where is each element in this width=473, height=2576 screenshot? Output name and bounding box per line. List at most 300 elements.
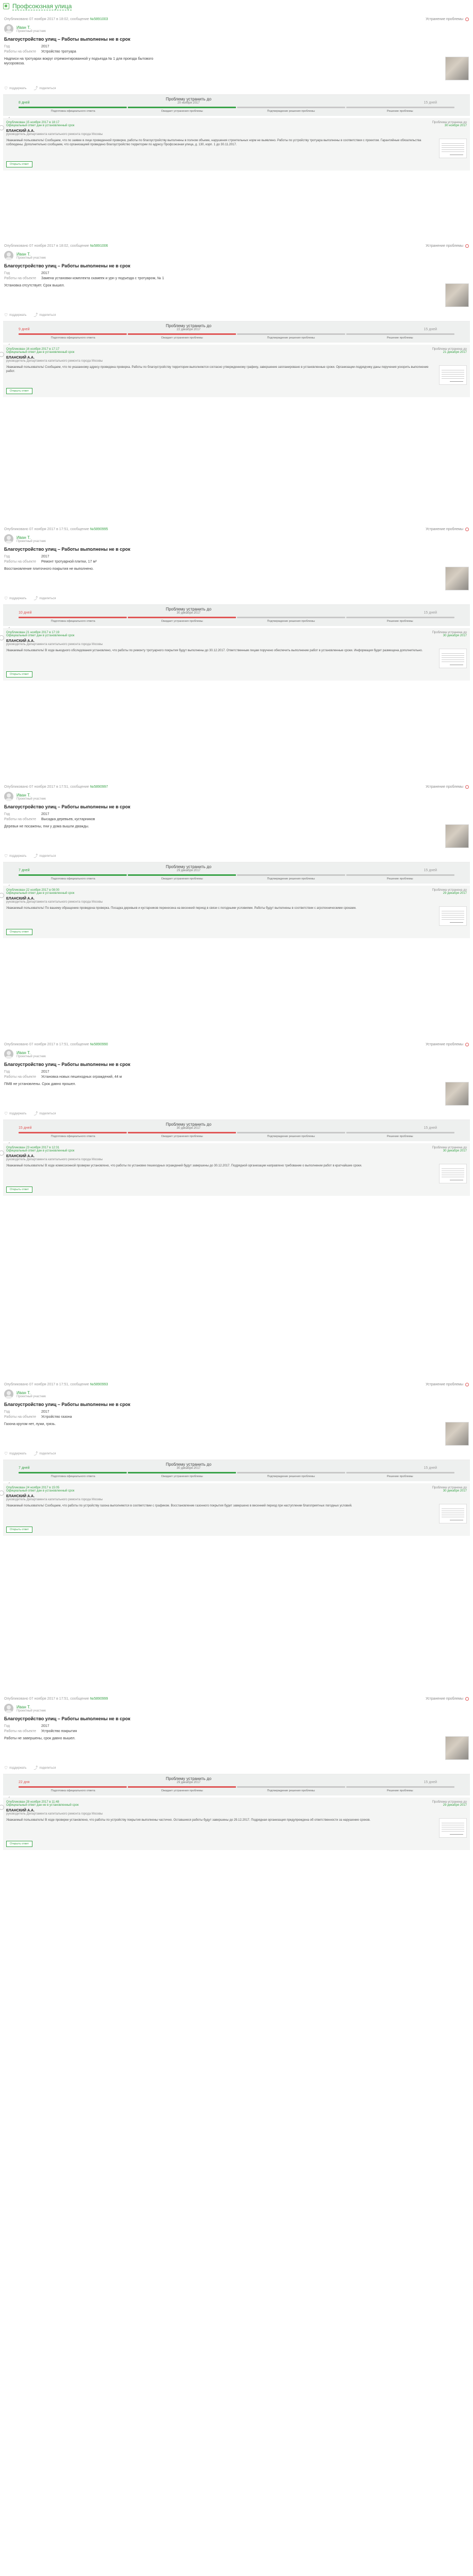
official-answer — [3, 345, 470, 397]
avatar — [4, 1389, 13, 1399]
timeline-step: Решение проблемы — [386, 620, 413, 623]
issue-fields — [3, 1409, 470, 1420]
status-timeline — [3, 862, 470, 884]
issue-status-text: Устранение проблемы — [426, 244, 463, 248]
answer-org — [6, 897, 467, 904]
answer-deadline — [432, 348, 467, 354]
issue-photo[interactable] — [445, 283, 469, 307]
official-answer — [3, 886, 470, 938]
timeline-bar — [19, 1472, 454, 1473]
issue-item — [0, 1041, 473, 1198]
issue-date — [4, 244, 108, 248]
answer-date: Опубликован 28 ноября 2017 в 11:48 — [6, 1801, 59, 1804]
timeline-segment — [346, 1472, 454, 1473]
answer-text: Уважаемый пользователь! В ходе выездного обследования установлено, что работы по ремонту тротуарного покрытия будут выполнены до 30.12.2017. Ответственным лицам поручено обеспечить выполнение работ в установленные сроки. Информация будет размещена дополнительно. — [6, 649, 423, 652]
answer-org — [6, 129, 467, 136]
status-icon — [465, 1043, 469, 1046]
timeline-segment — [128, 333, 236, 335]
issue-title: Благоустройство улиц – Работы выполнены не в срок — [4, 547, 130, 552]
share-label: поделиться — [39, 1112, 56, 1115]
issue-item — [0, 526, 473, 683]
support-button[interactable] — [4, 1451, 26, 1456]
issue-actions — [3, 850, 470, 862]
timeline-segment — [237, 1472, 345, 1473]
share-button[interactable] — [33, 312, 56, 318]
issue-status — [426, 1383, 469, 1386]
days-right: 15 дней — [424, 1466, 437, 1470]
author-block — [3, 1048, 470, 1060]
issue-message-link[interactable]: №5890999 — [90, 1697, 108, 1701]
timeline-steps — [19, 1789, 454, 1792]
answer-org-name: ЕЛАНСКИЙ А.А. — [6, 1809, 35, 1812]
answer-status: Официальный ответ дан в установленный срок — [6, 124, 75, 127]
timeline-step: Подтверждение решения проблемы — [267, 1135, 315, 1138]
timeline-step: Решение проблемы — [386, 1789, 413, 1792]
answer-body — [6, 139, 467, 158]
pin-icon — [0, 893, 4, 898]
issue-description: Надписи на тротуарах вокруг отремонтированной у подъезда № 1 для проезда бытового мусоровоза. — [4, 57, 154, 66]
timeline-deadline — [137, 607, 240, 615]
timeline-segment — [19, 107, 127, 108]
support-button[interactable] — [4, 1111, 26, 1116]
issue-item — [0, 15, 473, 173]
issue-actions — [3, 1108, 470, 1120]
year-value: 2017 — [41, 555, 49, 558]
author-info — [16, 1705, 46, 1713]
answer-org-text — [6, 129, 103, 136]
author-info — [16, 535, 46, 543]
deadline-label: Проблему устранить до — [165, 1122, 212, 1127]
deadline-date: 20 ноября 2017 — [177, 101, 200, 105]
answer-header — [6, 1486, 467, 1493]
issue-fields — [3, 270, 470, 281]
timeline-bar — [19, 107, 454, 108]
answer-deadline — [432, 889, 467, 895]
timeline-step: Ожидает устранения проблемы — [161, 110, 203, 113]
answer-status: Официальный ответ дан в установленный срок — [6, 892, 75, 895]
author-name[interactable]: Иван Т. — [16, 1050, 31, 1055]
issue-date-text: Опубликовано 07 ноября 2017 в 17:51, сообщение — [4, 1697, 90, 1701]
avatar — [4, 1704, 13, 1713]
photo-row — [3, 1734, 470, 1762]
year-value: 2017 — [41, 1724, 49, 1728]
timeline-deadline — [137, 1462, 240, 1470]
issue-item — [0, 783, 473, 940]
status-timeline — [3, 1774, 470, 1795]
answer-deadline-date: 29 декабря 2017 — [443, 1804, 467, 1807]
issue-photo[interactable] — [445, 824, 469, 848]
open-answer-button[interactable]: Открыть ответ — [6, 388, 32, 394]
days-count: 7 дней — [19, 1466, 30, 1470]
days-right: 15 дней — [424, 1126, 437, 1130]
avatar — [4, 534, 13, 544]
status-icon — [465, 785, 469, 789]
author-block — [3, 1388, 470, 1400]
open-answer-button[interactable]: Открыть ответ — [6, 1187, 32, 1193]
answer-date: Опубликован 16 ноября 2017 в 17:17 — [6, 348, 60, 351]
answer-org — [6, 1155, 467, 1161]
share-label: поделиться — [39, 597, 56, 600]
author-info — [16, 25, 46, 33]
answer-text: Уважаемый пользователь! Сообщаем, что по указанному адресу проведена проверка. Работы по благоустройству территории выполняются согласно утвержденному графику, завершение запланировано в установленные сроки. Организации-подрядчику даны поручения ускорить выполнение работ. — [6, 366, 429, 374]
answer-date-block — [6, 1801, 79, 1807]
timeline-segment — [237, 1132, 345, 1133]
year-value: 2017 — [41, 812, 49, 816]
works-label: Работы на объекте — [4, 1730, 37, 1733]
issue-title: Благоустройство улиц – Работы выполнены не в срок — [4, 263, 130, 268]
timeline-segment — [128, 1786, 236, 1788]
document-thumbnail[interactable] — [439, 365, 467, 385]
official-answer — [3, 1143, 470, 1196]
works-label: Работы на объекте — [4, 277, 37, 280]
answer-header — [6, 348, 467, 354]
author-role: Проектный участник — [16, 29, 46, 33]
issue-card — [3, 1695, 470, 1774]
open-answer-button[interactable]: Открыть ответ — [6, 1527, 32, 1533]
issue-item — [0, 1695, 473, 1852]
pin-icon — [0, 1805, 4, 1810]
support-label: поддержать — [9, 87, 27, 90]
support-button[interactable] — [4, 1765, 26, 1771]
support-icon: ♡ — [4, 1766, 8, 1770]
issue-fields — [3, 1069, 470, 1080]
answer-deadline — [432, 631, 467, 637]
avatar — [4, 792, 13, 801]
issue-status — [426, 18, 469, 21]
open-answer-button[interactable]: Открыть ответ — [6, 929, 32, 935]
timeline-step: Подтверждение решения проблемы — [267, 877, 315, 880]
answer-status: Официальный ответ дан не в установленный срок — [6, 1804, 79, 1807]
timeline-steps — [19, 877, 454, 880]
days-count: 9 дней — [19, 328, 30, 331]
answer-org — [6, 1809, 467, 1816]
issue-status — [426, 244, 469, 248]
author-name[interactable]: Иван Т. — [16, 1704, 31, 1709]
timeline-segment — [19, 1132, 127, 1133]
support-icon: ♡ — [4, 1451, 8, 1456]
issue-photo[interactable] — [445, 1082, 469, 1106]
works-label: Работы на объекте — [4, 50, 37, 54]
issue-card — [3, 242, 470, 321]
answer-deadline-date: 30 декабря 2017 — [443, 634, 467, 637]
author-name[interactable]: Иван Т. — [16, 535, 31, 540]
status-icon — [465, 528, 469, 531]
answer-org-text — [6, 1495, 103, 1501]
year-label: Год — [4, 272, 10, 275]
timeline-step: Ожидает устранения проблемы — [161, 1789, 203, 1792]
issue-message-link[interactable]: №5890995 — [90, 528, 108, 531]
issue-message-link[interactable]: №5890993 — [90, 1383, 108, 1386]
status-timeline — [3, 1460, 470, 1481]
timeline-deadline — [137, 865, 240, 872]
support-label: поддержать — [9, 313, 27, 317]
document-thumbnail[interactable] — [439, 139, 467, 158]
answer-status: Официальный ответ дан в установленный срок — [6, 634, 75, 637]
answer-deadline-label: Проблема устранена до — [432, 631, 467, 634]
answer-deadline-date: 30 декабря 2017 — [443, 1489, 467, 1493]
issue-description: Газона кругом нет, лужи, грязь. — [4, 1422, 56, 1426]
issue-meta — [3, 242, 470, 250]
issue-status — [426, 785, 469, 789]
support-icon: ♡ — [4, 313, 8, 317]
issue-description: Деревья не посажены, пни у дома вышли дважды. — [4, 825, 89, 828]
issue-actions — [3, 309, 470, 321]
issue-meta — [3, 1381, 470, 1388]
author-name[interactable]: Иван Т. — [16, 25, 31, 30]
issue-item — [0, 1381, 473, 1538]
issue-date-text: Опубликовано 07 ноября 2017 в 18:02, сообщение — [4, 244, 90, 248]
share-button[interactable] — [33, 1765, 56, 1771]
timeline-segment — [346, 874, 454, 876]
document-thumbnail[interactable] — [439, 906, 467, 926]
share-button[interactable] — [33, 853, 56, 859]
timeline-steps — [19, 620, 454, 623]
official-answer — [3, 628, 470, 681]
answer-org-text — [6, 897, 103, 904]
timeline-segment — [128, 107, 236, 108]
timeline-bar — [19, 1132, 454, 1133]
issue-status-text: Устранение проблемы — [426, 528, 463, 531]
share-button[interactable] — [33, 1111, 56, 1116]
answer-header — [6, 1146, 467, 1153]
answer-org-role: руководитель Департамента капитального ремонта города Москвы — [6, 133, 103, 136]
answer-org-text — [6, 356, 103, 363]
document-thumbnail[interactable] — [439, 1504, 467, 1523]
timeline-step: Подтверждение решения проблемы — [267, 110, 315, 113]
issue-meta — [3, 1041, 470, 1048]
timeline-step: Подготовка официального ответа — [50, 1475, 95, 1478]
issue-message-link[interactable]: №5890997 — [90, 785, 108, 789]
deadline-label: Проблему устранить до — [165, 324, 212, 328]
share-button[interactable] — [33, 596, 56, 601]
share-button[interactable] — [33, 86, 56, 91]
issue-message-link[interactable]: №5891006 — [90, 244, 108, 248]
support-button[interactable] — [4, 312, 26, 318]
issue-date — [4, 785, 108, 789]
answer-body — [6, 1164, 467, 1183]
pin-icon — [0, 1150, 4, 1156]
answer-deadline-label: Проблема устранена до — [432, 1801, 467, 1804]
author-name[interactable]: Иван Т. — [16, 1390, 31, 1395]
issue-description: ПМВ не установлены. Срок давно прошел. — [4, 1082, 76, 1086]
share-label: поделиться — [39, 87, 56, 90]
issue-actions — [3, 592, 470, 604]
share-icon: ⤴ — [33, 86, 38, 91]
timeline-segment — [346, 617, 454, 618]
answer-date: Опубликован 22 ноября 2017 в 08:00 — [6, 889, 60, 892]
answer-date-block — [6, 1146, 74, 1153]
status-icon — [465, 18, 469, 21]
timeline-segment — [128, 617, 236, 618]
answer-date: Опубликован 15 ноября 2017 в 18:17 — [6, 121, 60, 124]
answer-deadline-date: 30 декабря 2017 — [443, 1149, 467, 1153]
answer-org-name: ЕЛАНСКИЙ А.А. — [6, 356, 35, 360]
days-right: 15 дней — [424, 611, 437, 615]
answer-deadline-label: Проблема устранена до — [432, 1486, 467, 1489]
year-value: 2017 — [41, 1070, 49, 1074]
author-name[interactable]: Иван Т. — [16, 251, 31, 257]
answer-org-role: руководитель Департамента капитального ремонта города Москвы — [6, 1498, 103, 1501]
avatar — [4, 251, 13, 260]
issue-card — [3, 783, 470, 862]
pin-icon — [0, 1490, 4, 1496]
timeline-segment — [19, 333, 127, 335]
support-label: поддержать — [9, 854, 27, 858]
deadline-date: 30 декабря 2017 — [176, 1467, 201, 1470]
issue-date — [4, 528, 108, 531]
official-answer — [3, 1798, 470, 1850]
answer-deadline-label: Проблема устранена до — [432, 889, 467, 892]
timeline-step: Подготовка официального ответа — [50, 336, 95, 340]
year-value: 2017 — [41, 45, 49, 48]
answer-org — [6, 639, 467, 646]
issue-date-text: Опубликовано 07 ноября 2017 в 18:02, сообщение — [4, 18, 90, 21]
issue-message-link[interactable]: №5891003 — [90, 18, 108, 21]
works-value: Установка новых пешеходных ограждений, 44 м — [41, 1075, 122, 1079]
photo-row — [3, 565, 470, 592]
support-button[interactable] — [4, 596, 26, 601]
timeline-step: Подготовка официального ответа — [50, 1789, 95, 1792]
issue-actions — [3, 82, 470, 94]
pin-icon — [0, 635, 4, 640]
timeline-segment — [19, 1786, 127, 1788]
answer-deadline-label: Проблема устранена до — [432, 1146, 467, 1149]
answer-date: Опубликован 23 ноября 2017 в 12:31 — [6, 1146, 60, 1149]
support-icon: ♡ — [4, 596, 8, 601]
issue-date — [4, 1043, 108, 1046]
days-right: 15 дней — [424, 101, 437, 105]
issue-photo[interactable] — [445, 1736, 469, 1760]
timeline-segment — [346, 107, 454, 108]
days-right: 15 дней — [424, 328, 437, 331]
deadline-label: Проблему устранить до — [165, 97, 212, 101]
answer-date-block — [6, 631, 74, 637]
author-name[interactable]: Иван Т. — [16, 792, 31, 798]
support-icon: ♡ — [4, 86, 8, 91]
timeline-steps — [19, 1475, 454, 1478]
works-value: Замена установки комплекта скамеек и урн у подъезда с тротуаром, № 1 — [41, 277, 164, 280]
issue-card — [3, 15, 470, 95]
answer-deadline — [432, 1486, 467, 1493]
author-block — [3, 23, 470, 35]
timeline-step: Подтверждение решения проблемы — [267, 1475, 315, 1478]
support-button[interactable] — [4, 853, 26, 859]
year-value: 2017 — [41, 1410, 49, 1414]
answer-org-role: руководитель Департамента капитального ремонта города Москвы — [6, 1158, 103, 1161]
issue-date — [4, 1383, 108, 1386]
official-answer — [3, 1483, 470, 1536]
timeline-bar — [19, 874, 454, 876]
issue-description: Работы не завершены, срок давно вышел. — [4, 1737, 76, 1740]
answer-status: Официальный ответ дан в установленный срок — [6, 1149, 75, 1153]
issue-title: Благоустройство улиц – Работы выполнены не в срок — [4, 804, 130, 809]
answer-org-role: руководитель Департамента капитального ремонта города Москвы — [6, 901, 103, 904]
timeline-segment — [237, 1786, 345, 1788]
issue-card — [3, 1381, 470, 1460]
year-label: Год — [4, 812, 10, 816]
pin-icon — [0, 125, 4, 130]
timeline-deadline — [137, 324, 240, 331]
answer-org-text — [6, 1809, 103, 1816]
document-thumbnail[interactable] — [439, 649, 467, 668]
issue-fields — [3, 44, 470, 55]
share-icon: ⤴ — [33, 854, 38, 858]
days-count: 7 дней — [19, 869, 30, 872]
answer-deadline — [432, 1146, 467, 1153]
timeline-bar — [19, 1786, 454, 1788]
days-right: 15 дней — [424, 1781, 437, 1784]
deadline-label: Проблему устранить до — [165, 865, 212, 869]
issue-status-text: Устранение проблемы — [426, 1383, 463, 1386]
document-thumbnail[interactable] — [439, 1164, 467, 1183]
open-answer-button[interactable]: Открыть ответ — [6, 161, 32, 167]
answer-date: Опубликован 21 ноября 2017 в 17:19 — [6, 631, 60, 634]
home-icon[interactable] — [3, 3, 9, 9]
timeline-step: Подтверждение решения проблемы — [267, 1789, 315, 1792]
timeline-segment — [237, 107, 345, 108]
support-label: поддержать — [9, 1112, 27, 1115]
timeline-segment — [346, 333, 454, 335]
author-block — [3, 791, 470, 802]
support-button[interactable] — [4, 86, 26, 91]
author-info — [16, 1050, 46, 1058]
answer-date-block — [6, 1486, 74, 1493]
answer-body — [6, 365, 467, 385]
issue-meta — [3, 15, 470, 23]
issue-photo[interactable] — [445, 1422, 469, 1446]
open-answer-button[interactable]: Открыть ответ — [6, 1841, 32, 1847]
timeline-segment — [19, 617, 127, 618]
answer-text: Уважаемый пользователь! Сообщаем, что работы по устройству газона выполняются в соответствии с графиком. Восстановление газонного покрытия будет завершено в весенний период при наступлении благоприятных погодных условий. — [6, 1504, 352, 1507]
answer-deadline-date: 29 декабря 2017 — [443, 892, 467, 895]
issue-message-link[interactable]: №5890990 — [90, 1043, 108, 1046]
days-count: 22 дня — [19, 1781, 30, 1784]
works-label: Работы на объекте — [4, 1415, 37, 1419]
issue-meta — [3, 526, 470, 533]
answer-org-text — [6, 639, 103, 646]
works-value: Устройство покрытия — [41, 1730, 77, 1733]
year-label: Год — [4, 1070, 10, 1074]
pin-icon — [0, 352, 4, 357]
issue-fields — [3, 554, 470, 565]
issue-photo[interactable] — [445, 567, 469, 590]
answer-date-block — [6, 121, 74, 127]
days-count: 10 дней — [19, 611, 32, 615]
timeline-segment — [19, 1472, 127, 1473]
answer-status: Официальный ответ дан в установленный срок — [6, 351, 75, 354]
timeline-bar — [19, 333, 454, 335]
works-label: Работы на объекте — [4, 818, 37, 821]
timeline-deadline — [137, 97, 240, 105]
issue-meta — [3, 783, 470, 791]
share-button[interactable] — [33, 1451, 56, 1456]
answer-org-role: руководитель Департамента капитального ремонта города Москвы — [6, 1812, 103, 1816]
photo-row — [3, 1420, 470, 1448]
answer-header — [6, 889, 467, 895]
document-thumbnail[interactable] — [439, 1818, 467, 1838]
issue-fields — [3, 811, 470, 822]
page-title[interactable]: Профсоюзная улица — [12, 2, 72, 10]
timeline-step: Подтверждение решения проблемы — [267, 620, 315, 623]
timeline-segment — [128, 1132, 236, 1133]
open-answer-button[interactable]: Открыть ответ — [6, 671, 32, 677]
share-icon: ⤴ — [33, 1111, 38, 1116]
timeline-steps — [19, 110, 454, 113]
answer-header — [6, 121, 467, 127]
issue-photo[interactable] — [445, 57, 469, 80]
author-block — [3, 533, 470, 545]
timeline-segment — [237, 617, 345, 618]
